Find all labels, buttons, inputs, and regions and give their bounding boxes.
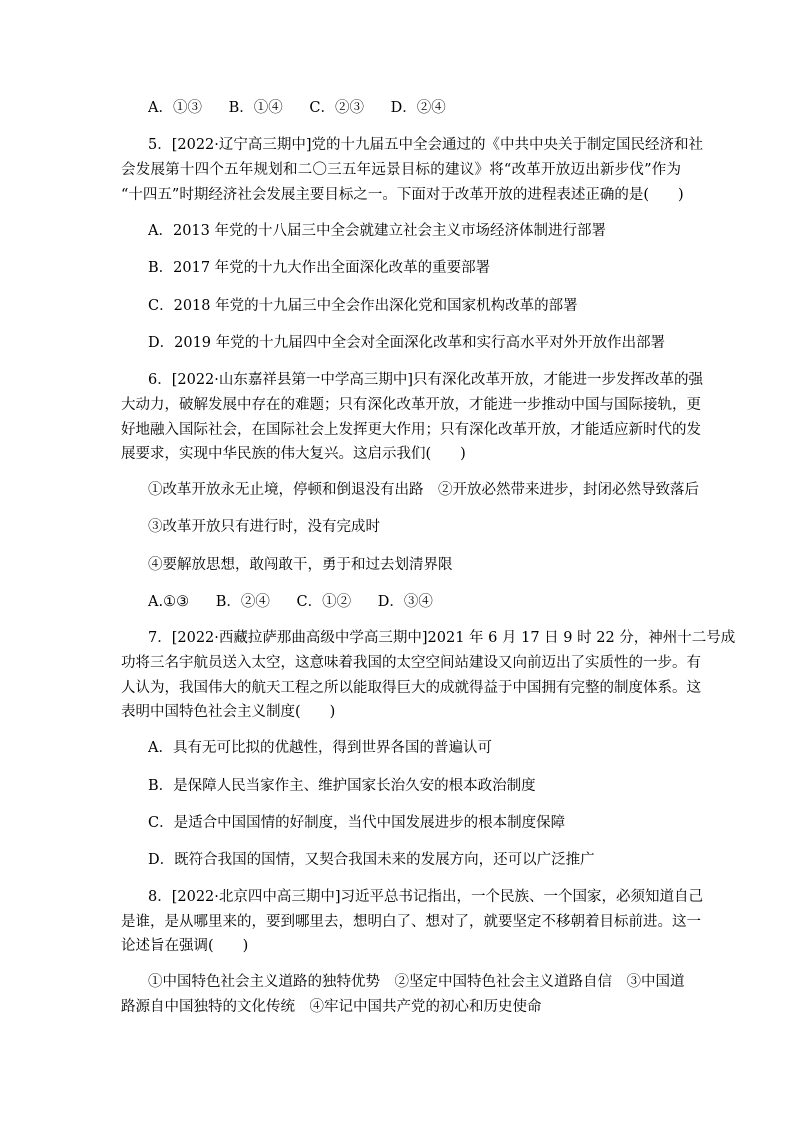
- q5-option-d: D．2019 年党的十九届四中全会对全面深化改革和实行高水平对外开放作出部署: [148, 335, 666, 351]
- q4-option-d: D．②④: [390, 100, 446, 116]
- q5-stem-line-2: 会发展第十四个五年规划和二〇三五年远景目标的建议》将“改革开放迈出新步伐”作为: [121, 162, 681, 178]
- q4-option-b: B．①④: [228, 100, 283, 116]
- q7-option-c: C．是适合中国国情的好制度，当代中国发展进步的根本制度保障: [148, 815, 566, 831]
- q6-options: [0, 592, 794, 612]
- q7-option-d: D．既符合我国的国情，又契合我国未来的发展方向，还可以广泛推广: [148, 852, 595, 868]
- q7-option-b: B．是保障人民当家作主、维护国家长治久安的根本政治制度: [148, 778, 536, 794]
- q5-option-b: B．2017 年党的十九大作出全面深化改革的重要部署: [148, 260, 491, 276]
- q8-stem-line-1: 8．[2022·北京四中高三期中]习近平总书记指出，一个民族、一个国家，必须知道自己: [148, 889, 704, 905]
- q5-option-a: A．2013 年党的十八届三中全会就建立社会主义市场经济体制进行部署: [148, 223, 606, 239]
- q6-stem-line-1: 6．[2022·山东嘉祥县第一中学高三期中]只有深化改革开放，才能进一步发挥改革的强: [148, 372, 704, 388]
- q8-statement-line-2: 路源自中国独特的文化传统 ④牢记中国共产党的初心和历史使命: [121, 999, 542, 1015]
- q8-stem-line-2: 是谁，是从哪里来的，要到哪里去，想明白了、想对了，就要坚定不移朝着目标前进。这一: [121, 914, 701, 930]
- q6-option-b: B．②④: [215, 594, 270, 610]
- q4-option-a: A．①③: [148, 100, 202, 116]
- q7-option-a: A．具有无可比拟的优越性，得到世界各国的普遍认可: [148, 740, 492, 756]
- q6-statement-4: ④要解放思想，敢闯敢干，勇于和过去划清界限: [148, 557, 453, 573]
- q6-statement-3: ③改革开放只有进行时，没有完成时: [148, 519, 380, 535]
- q7-stem-line-3: 人认为，我国伟大的航天工程之所以能取得巨大的成就得益于中国拥有完整的制度体系。这: [121, 680, 701, 696]
- q8-statement-line-1: ①中国特色社会主义道路的独特优势 ②坚定中国特色社会主义道路自信 ③中国道: [148, 974, 685, 990]
- q6-stem-line-3: 好地融入国际社会，在国际社会上发挥更大作用；只有深化改革开放，才能适应新时代的发: [121, 422, 701, 438]
- q6-option-c: C．①②: [296, 594, 352, 610]
- q7-stem-line-4: 表明中国特色社会主义制度( ): [121, 704, 336, 720]
- q4-options: [0, 98, 794, 118]
- q7-stem-line-1: 7．[2022·西藏拉萨那曲高级中学高三期中]2021 年 6 月 17 日 9 时 22 分，神州十二号成: [148, 630, 736, 646]
- q6-statement-1-2: ①改革开放永无止境，停顿和倒退没有出路 ②开放必然带来进步，封闭必然导致落后: [148, 482, 699, 498]
- q6-option-d: D．③④: [377, 594, 433, 610]
- q6-option-a: A.①③: [148, 594, 190, 610]
- q5-stem-line-3: “十四五”时期经济社会发展主要目标之一。下面对于改革开放的进程表述正确的是( ): [121, 187, 684, 203]
- q7-stem-line-2: 功将三名宇航员送入太空，这意味着我国的太空空间站建设又向前迈出了实质性的一步。有: [121, 655, 701, 671]
- q6-stem-line-2: 大动力，破解发展中存在的难题；只有深化改革开放，才能进一步推动中国与国际接轨，更: [121, 397, 701, 413]
- q5-option-c: C．2018 年党的十九届三中全会作出深化党和国家机构改革的部署: [148, 298, 578, 314]
- q6-stem-line-4: 展要求，实现中华民族的伟大复兴。这启示我们( ): [121, 446, 466, 462]
- q8-stem-line-3: 论述旨在强调( ): [121, 938, 249, 954]
- q4-option-c: C．②③: [309, 100, 364, 116]
- q5-stem-line-1: 5．[2022·辽宁高三期中]党的十九届五中全会通过的《中共中央关于制定国民经济和社: [148, 137, 704, 153]
